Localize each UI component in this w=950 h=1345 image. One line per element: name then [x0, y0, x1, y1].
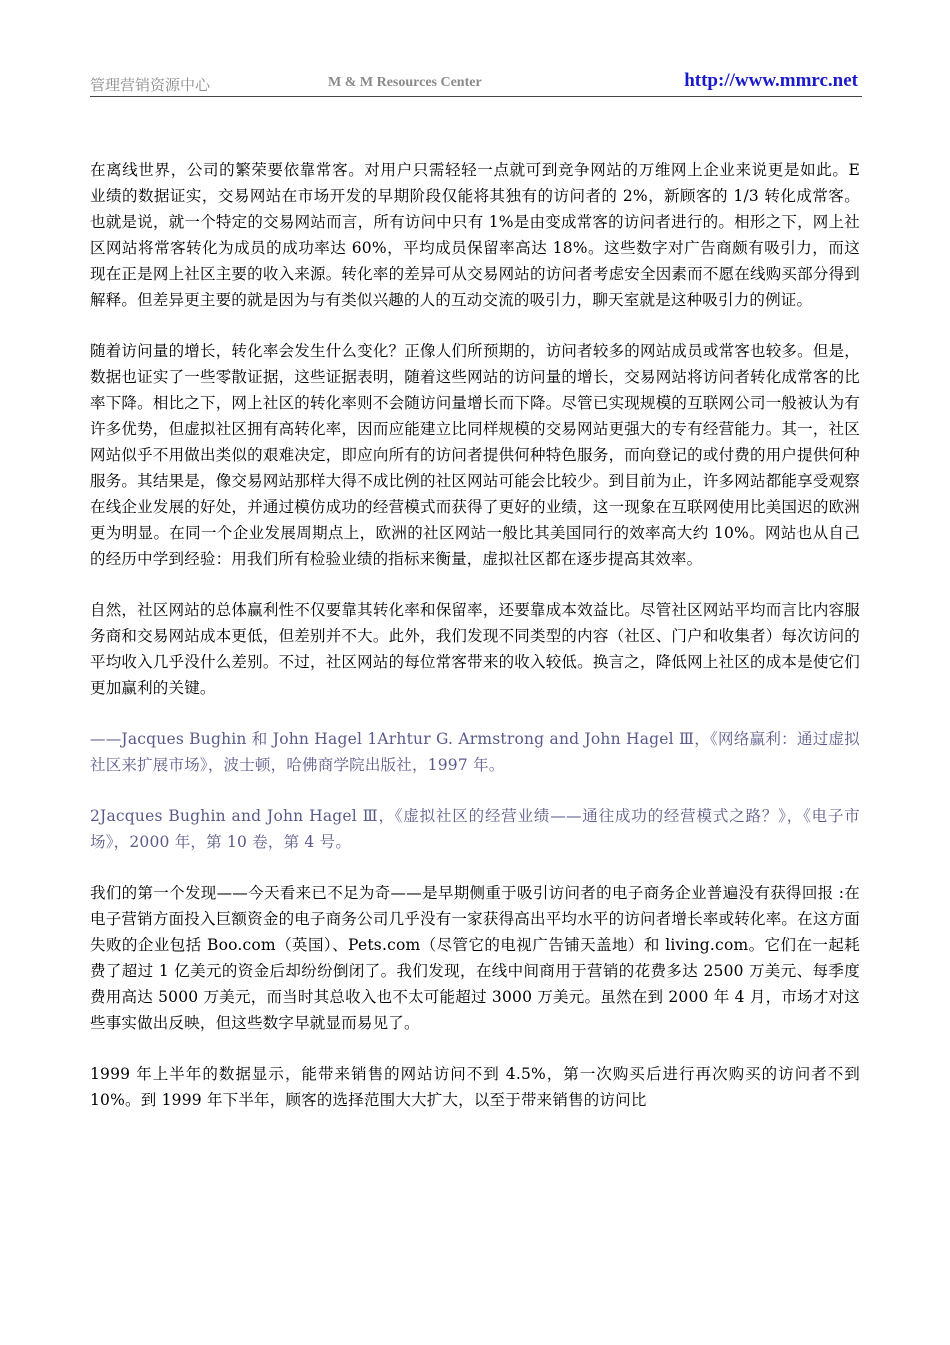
page-header	[90, 70, 862, 97]
document-body	[90, 157, 860, 1138]
body-paragraph: 自然，社区网站的总体赢利性不仅要靠其转化率和保留率，还要靠成本效益比。尽管社区网站平均而言比内容服务商和交易网站成本更低，但差别并不大。此外，我们发现不同类型的内容（社区、门户和收集者）每次访问的平均收入几乎没什么差别。不过，社区网站的每位常客带来的收入较低。换言之，降低网上社区的成本是使它们更加赢利的关键。	[90, 601, 860, 697]
body-paragraph: 在离线世界，公司的繁荣要依靠常客。对用户只需轻轻一点就可到竞争网站的万维网上企业来说更是如此。E 业绩的数据证实，交易网站在市场开发的早期阶段仅能将其独有的访问者的 2%，新顾客的 1/3 转化成常客。也就是说，就一个特定的交易网站而言，所有访问中只有 1%是由变成常客的访问者进行的。相形之下，网上社区网站将常客转化为成员的成功率达 60%，平均成员保留率高达 18%。这些数字对广告商颇有吸引力，而这现在正是网上社区主要的收入来源。转化率的差异可从交易网站的访问者考虑安全因素而不愿在线购买部分得到解释。但差异更主要的就是因为与有类似兴趣的人的互动交流的吸引力，聊天室就是这种吸引力的例证。	[90, 161, 860, 309]
body-paragraph: 我们的第一个发现——今天看来已不足为奇——是早期侧重于吸引访问者的电子商务企业普遍没有获得回报 :在电子营销方面投入巨额资金的电子商务公司几乎没有一家获得高出平均水平的访问者增长率或转化率。在这方面失败的企业包括 Boo.com（英国）、Pets.com（尽管它的电视广告铺天盖地）和 living.com。它们在一起耗费了超过 1 亿美元的资金后却纷纷倒闭了。我们发现，在线中间商用于营销的花费多达 2500 万美元、每季度费用高达 5000 万美元，而当时其总收入也不太可能超过 3000 万美元。虽然在到 2000 年 4 月，市场才对这些事实做出反映，但这些数字早就显而易见了。	[90, 884, 860, 1032]
header-org-name: 管理营销资源中心	[90, 76, 211, 94]
citation: 2Jacques Bughin and John Hagel Ⅲ，《虚拟社区的经营业绩——通往成功的经营模式之路？》，《电子市场》，2000 年，第 10 卷，第 4 号。	[90, 807, 860, 851]
header-url-link[interactable]: http://www.mmrc.net	[684, 70, 858, 91]
body-paragraph: 随着访问量的增长，转化率会发生什么变化？正像人们所预期的，访问者较多的网站成员或常客也较多。但是，数据也证实了一些零散证据，这些证据表明，随着这些网站的访问量的增长，交易网站将访问者转化成常客的比率下降。相比之下，网上社区的转化率则不会随访问量增长而下降。尽管已实现规模的互联网公司一般被认为有许多优势，但虚拟社区拥有高转化率，因而应能建立比同样规模的交易网站更强大的专有经营能力。其一，社区网站似乎不用做出类似的艰难决定，即应向所有的访问者提供何种特色服务，而向登记的或付费的用户提供何种服务。其结果是，像交易网站那样大得不成比例的社区网站可能会比较少。到目前为止，许多网站都能享受观察在线企业发展的好处，并通过模仿成功的经营模式而获得了更好的业绩，这一现象在互联网使用比美国迟的欧洲更为明显。在同一个企业发展周期点上，欧洲的社区网站一般比其美国同行的效率高大约 10%。网站也从自己的经历中学到经验：用我们所有检验业绩的指标来衡量，虚拟社区都在逐步提高其效率。	[90, 342, 860, 568]
header-center-title: M & M Resources Center	[328, 75, 482, 90]
citation: ——Jacques Bughin 和 John Hagel 1Arhtur G. Armstrong and John Hagel Ⅲ，《网络赢利：通过虚拟社区来扩展市场》，波士顿，哈佛商学院出版社，1997 年。	[90, 730, 860, 774]
body-paragraph: 1999 年上半年的数据显示，能带来销售的网站访问不到 4.5%，第一次购买后进行再次购买的访问者不到 10%。到 1999 年下半年，顾客的选择范围大大扩大，以至于带来销售的访问比	[90, 1065, 860, 1109]
